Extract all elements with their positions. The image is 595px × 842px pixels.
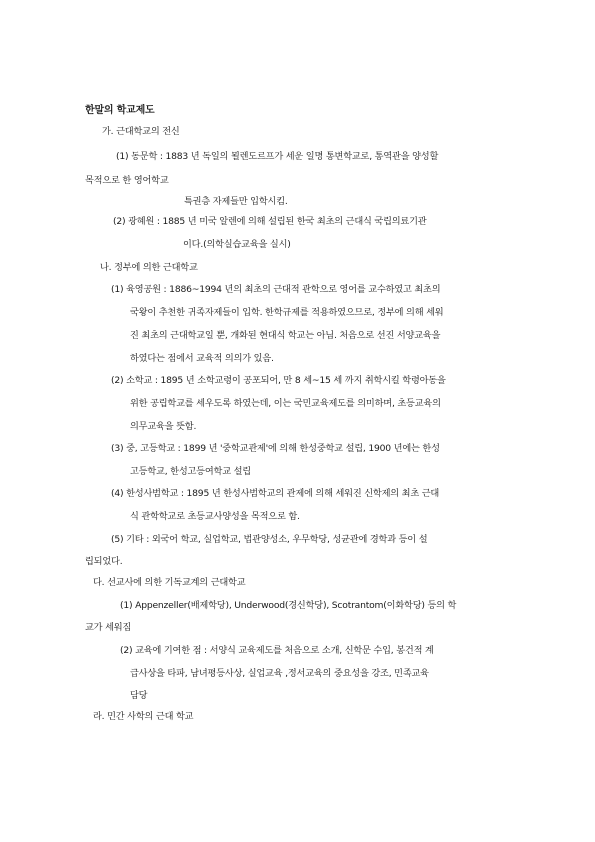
paragraph-line: (2) 광혜원 : 1885 년 미국 알렌에 의해 설립된 한국 최초의 근대식 국립의료기관 — [113, 216, 427, 227]
paragraph-line: 고등학교, 한성고등여학교 설립 — [130, 466, 251, 477]
section-heading-da: 다. 선교사에 의한 기독교계의 근대학교 — [93, 577, 246, 588]
section-heading-na: 나. 정부에 의한 근대학교 — [100, 262, 198, 273]
paragraph-line: (4) 한성사범학교 : 1895 년 한성사범학교의 관제에 의해 세워진 신학제의 최초 근대 — [111, 488, 440, 499]
page-title: 한말의 학교제도 — [85, 105, 155, 116]
paragraph-line: 목적으로 한 영어학교 — [85, 175, 169, 186]
paragraph-line: 특권층 자제들만 입학시킴. — [184, 196, 288, 207]
paragraph-line: 립되었다. — [85, 556, 123, 567]
paragraph-line: (2) 교육에 기여한 점 : 서양식 교육제도를 처음으로 소개, 신학문 수입, 봉건적 계 — [120, 645, 434, 656]
paragraph-line: (2) 소학교 : 1895 년 소학교령이 공포되어, 만 8 세~15 세 까지 취학시킬 학령아동을 — [111, 375, 446, 386]
paragraph-line: 급사상을 타파, 남녀평등사상, 실업교육 ,정서교육의 중요성을 강조, 민족교육 — [130, 668, 429, 679]
section-heading-ga: 가. 근대학교의 전신 — [102, 126, 180, 137]
paragraph-line: (1) Appenzeller(배제학당), Underwood(경신학당), Scotrantom(이화학당) 등의 학 — [120, 600, 457, 611]
paragraph-line: (5) 기타 : 외국어 학교, 실업학교, 법관양성소, 우무학당, 성균관에 경학과 등이 설 — [111, 534, 428, 545]
paragraph-line: 의무교육을 뜻함. — [130, 421, 197, 432]
paragraph-line: (1) 육영공원 : 1886~1994 년의 최초의 근대적 관학으로 영어를 교수하였고 최초의 — [111, 284, 441, 295]
paragraph-line: 식 관학학교로 초등교사양성을 목적으로 함. — [130, 511, 300, 522]
paragraph-line: (3) 중, 고등학교 : 1899 년 '중학교관제'에 의해 한성중학교 설립, 1900 년에는 한성 — [111, 443, 440, 454]
section-heading-ra: 라. 민간 사학의 근대 학교 — [93, 711, 194, 722]
paragraph-line: 하였다는 점에서 교육적 의의가 있음. — [130, 353, 274, 364]
paragraph-line: 이다.(의학실습교육을 실시) — [183, 239, 291, 250]
paragraph-line: 국왕이 추천한 귀족자제들이 입학. 한학규제를 적용하였으므로, 정부에 의해 세워 — [130, 307, 444, 318]
paragraph-line: 담당 — [130, 690, 148, 701]
paragraph-line: 진 최초의 근대학교일 뿐, 개화된 현대식 학교는 아님. 처음으로 선진 서양교육을 — [130, 330, 441, 341]
paragraph-line: (1) 동문학 : 1883 년 독일의 묄렌도르프가 세운 일명 통변학교로, 통역관을 양성할 — [116, 151, 439, 162]
paragraph-line: 교가 세워짐 — [85, 622, 132, 633]
paragraph-line: 위한 공립학교를 세우도록 하였는데, 이는 국민교육제도를 의미하며, 초등교육의 — [130, 398, 441, 409]
